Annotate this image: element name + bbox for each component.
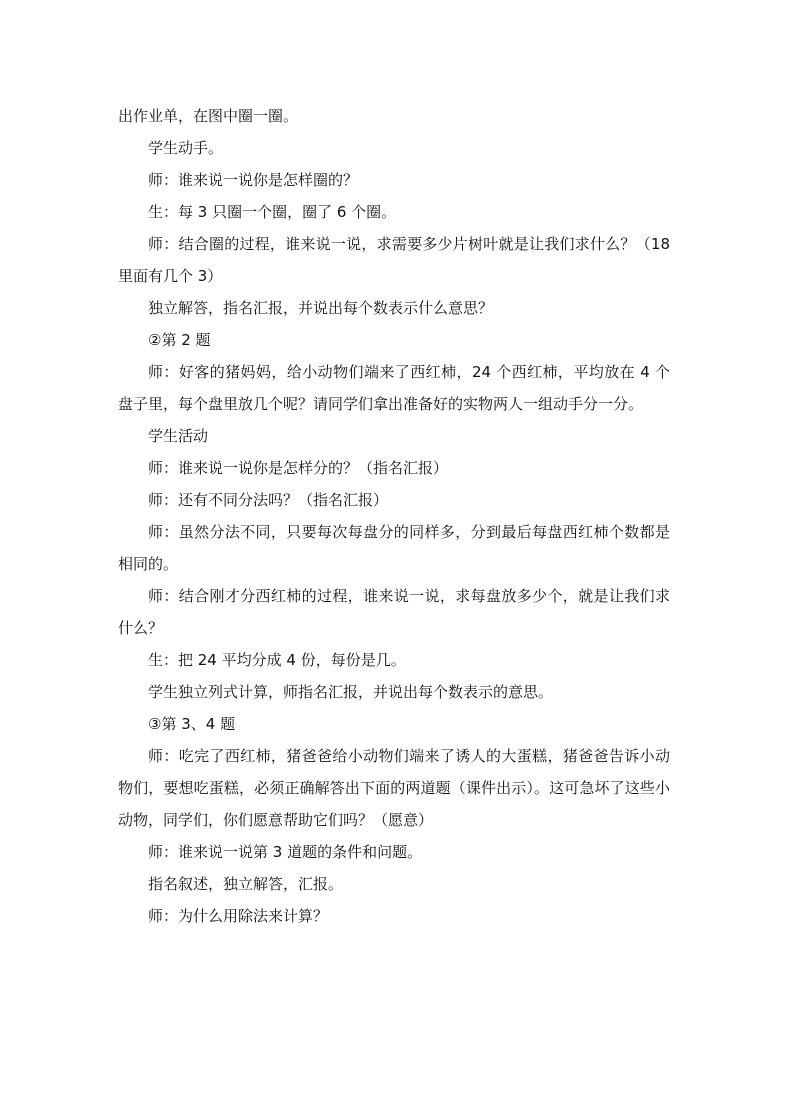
paragraph: 师：结合圈的过程，谁来说一说，求需要多少片树叶就是让我们求什么？（18 里面有几个 3） — [118, 235, 670, 285]
paragraph: 学生活动 — [148, 427, 209, 445]
paragraph: 师：谁来说一说你是怎样分的？（指名汇报） — [148, 459, 449, 477]
paragraph: 师：好客的猪妈妈，给小动物们端来了西红柿，24 个西红柿，平均放在 4 个盘子里，每个盘里放几个呢？请同学们拿出准备好的实物两人一组动手分一分。 — [118, 363, 670, 413]
paragraph: 生：每 3 只圈一个圈，圈了 6 个圈。 — [148, 203, 397, 221]
paragraph: 师：结合刚才分西红柿的过程，谁来说一说，求每盘放多少个，就是让我们求什么？ — [118, 587, 670, 637]
paragraph: 师：谁来说一说你是怎样圈的？ — [148, 171, 359, 189]
paragraph: 师：为什么用除法来计算？ — [148, 907, 329, 925]
paragraph: 师：吃完了西红柿，猪爸爸给小动物们端来了诱人的大蛋糕，猪爸爸告诉小动物们，要想吃蛋糕，必须正确解答出下面的两道题（课件出示）。这可急坏了这些小动物，同学们，你们愿意帮助它们吗？（愿意） — [118, 747, 670, 829]
paragraph: ②第 2 题 — [148, 331, 211, 349]
paragraph: 指名叙述，独立解答，汇报。 — [148, 875, 344, 893]
paragraph: 师：还有不同分法吗？（指名汇报） — [148, 491, 389, 509]
paragraph: 学生动手。 — [148, 139, 224, 157]
paragraph: 学生独立列式计算，师指名汇报，并说出每个数表示的意思。 — [148, 683, 554, 701]
paragraph: 师：谁来说一说第 3 道题的条件和问题。 — [148, 843, 423, 861]
paragraph: ③第 3、4 题 — [148, 715, 236, 733]
paragraph: 独立解答，指名汇报，并说出每个数表示什么意思？ — [148, 299, 494, 317]
paragraph: 出作业单，在图中圈一圈。 — [118, 107, 299, 125]
paragraph: 师：虽然分法不同，只要每次每盘分的同样多，分到最后每盘西红柿个数都是相同的。 — [118, 523, 670, 573]
paragraph: 生：把 24 平均分成 4 份，每份是几。 — [148, 651, 406, 669]
document-body — [118, 100, 670, 932]
